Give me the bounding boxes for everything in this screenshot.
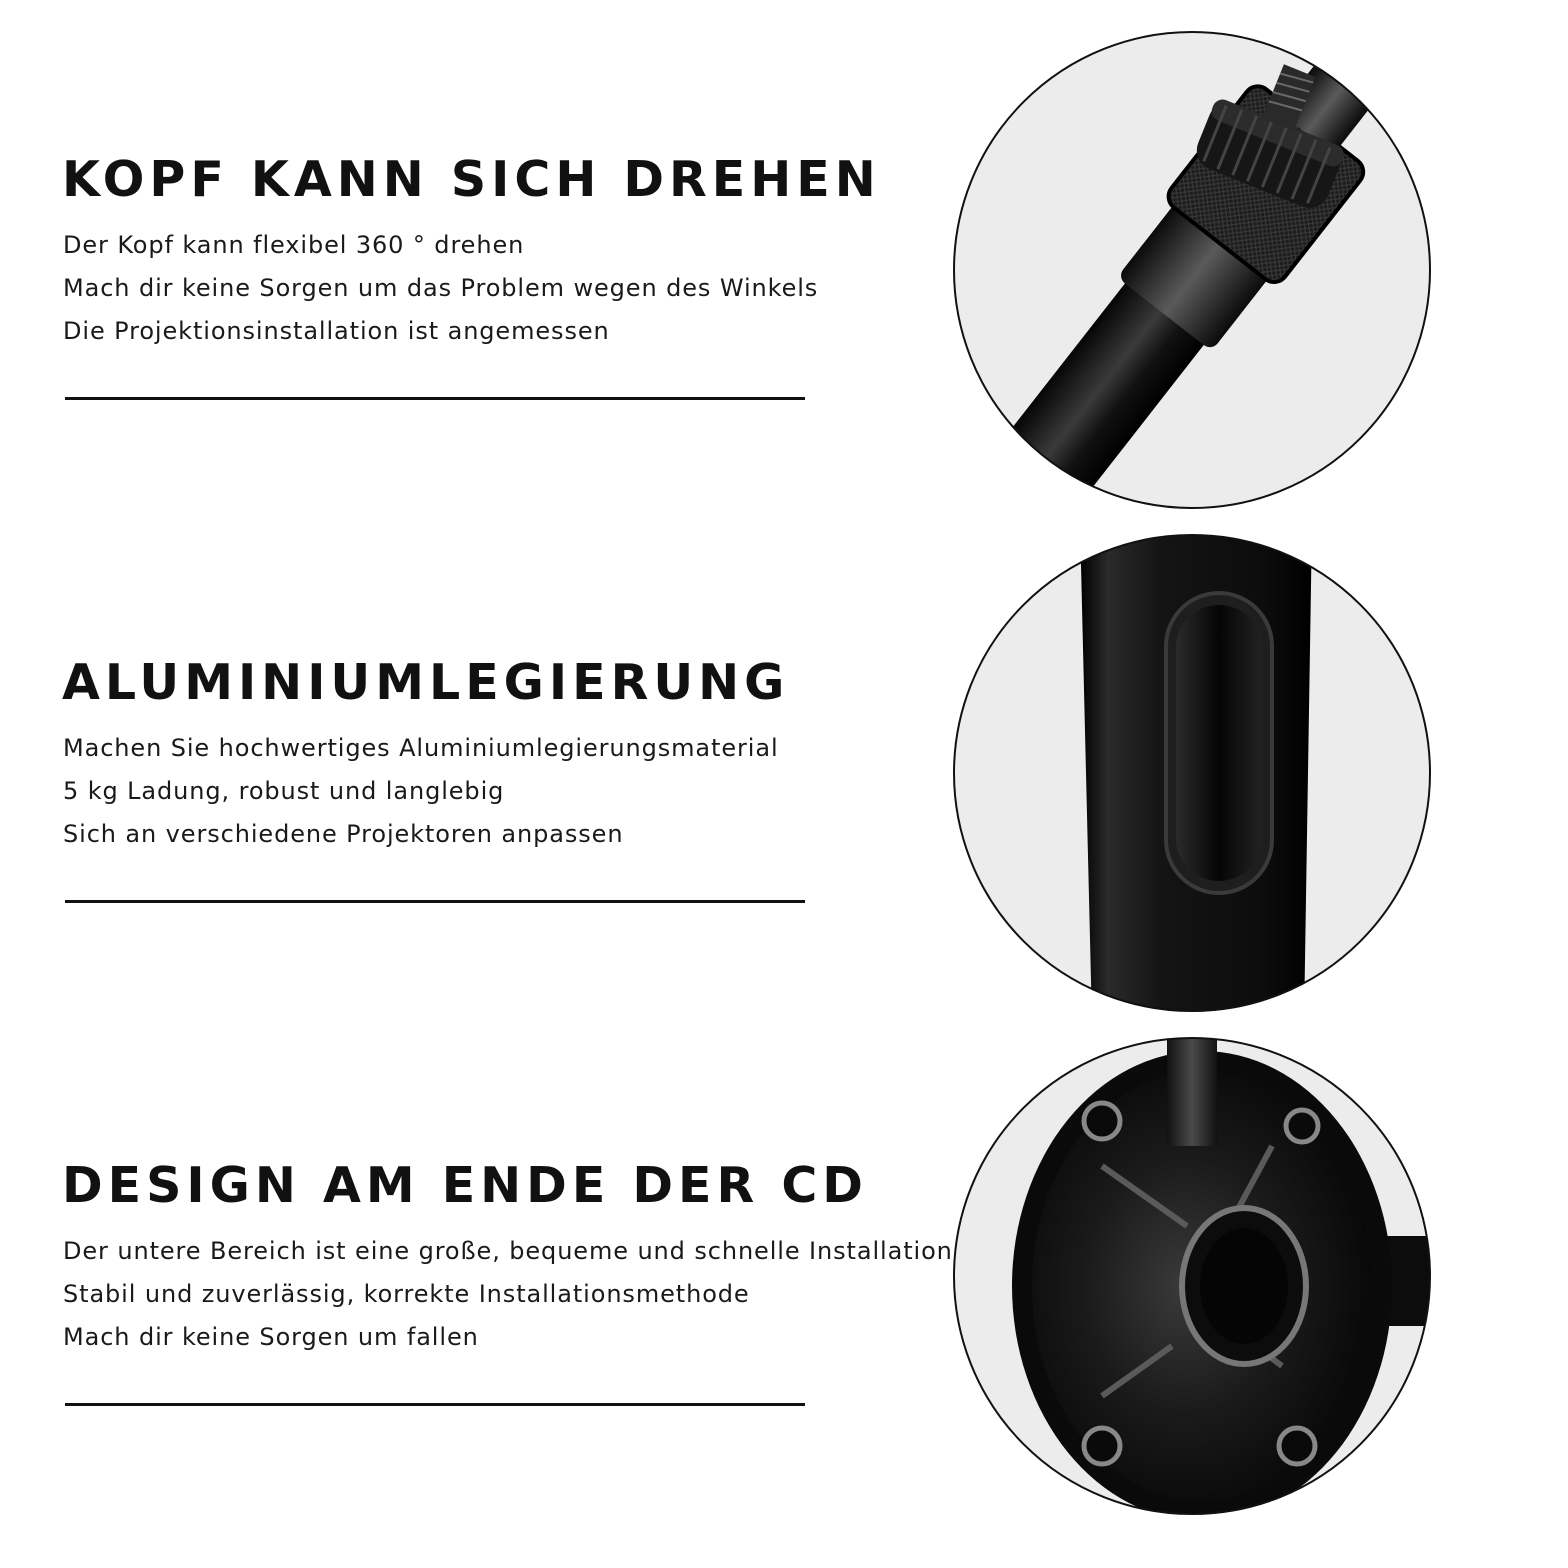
rotating-head-photo: [952, 30, 1432, 510]
description-line: Machen Sie hochwertiges Aluminiumlegierungsmaterial: [63, 734, 779, 762]
feature-section-base-design: [0, 1006, 1568, 1506]
description-line: Sich an verschiedene Projektoren anpassen: [63, 820, 624, 848]
feature-section-rotating-head: [0, 0, 1568, 500]
description-line: Die Projektionsinstallation ist angemessen: [63, 317, 610, 345]
description-line: Mach dir keine Sorgen um fallen: [63, 1323, 479, 1351]
feature-description: [63, 1230, 953, 1359]
base-plate-photo: [952, 1036, 1432, 1516]
section-title: ALUMINIUMLEGIERUNG: [62, 654, 790, 711]
feature-description: [63, 727, 779, 856]
aluminium-tube-photo: [952, 533, 1432, 1013]
description-line: 5 kg Ladung, robust und langlebig: [63, 777, 505, 805]
description-line: Stabil und zuverlässig, korrekte Installationsmethode: [63, 1280, 750, 1308]
section-divider: [65, 900, 805, 903]
feature-description: [63, 224, 818, 353]
description-line: Der untere Bereich ist eine große, bequeme und schnelle Installation: [63, 1237, 953, 1265]
description-line: Der Kopf kann flexibel 360 ° drehen: [63, 231, 525, 259]
section-title: KOPF KANN SICH DREHEN: [62, 151, 881, 208]
feature-section-aluminium: [0, 503, 1568, 1003]
section-divider: [65, 397, 805, 400]
section-divider: [65, 1403, 805, 1406]
section-title: DESIGN AM ENDE DER CD: [62, 1157, 868, 1214]
description-line: Mach dir keine Sorgen um das Problem wegen des Winkels: [63, 274, 819, 302]
